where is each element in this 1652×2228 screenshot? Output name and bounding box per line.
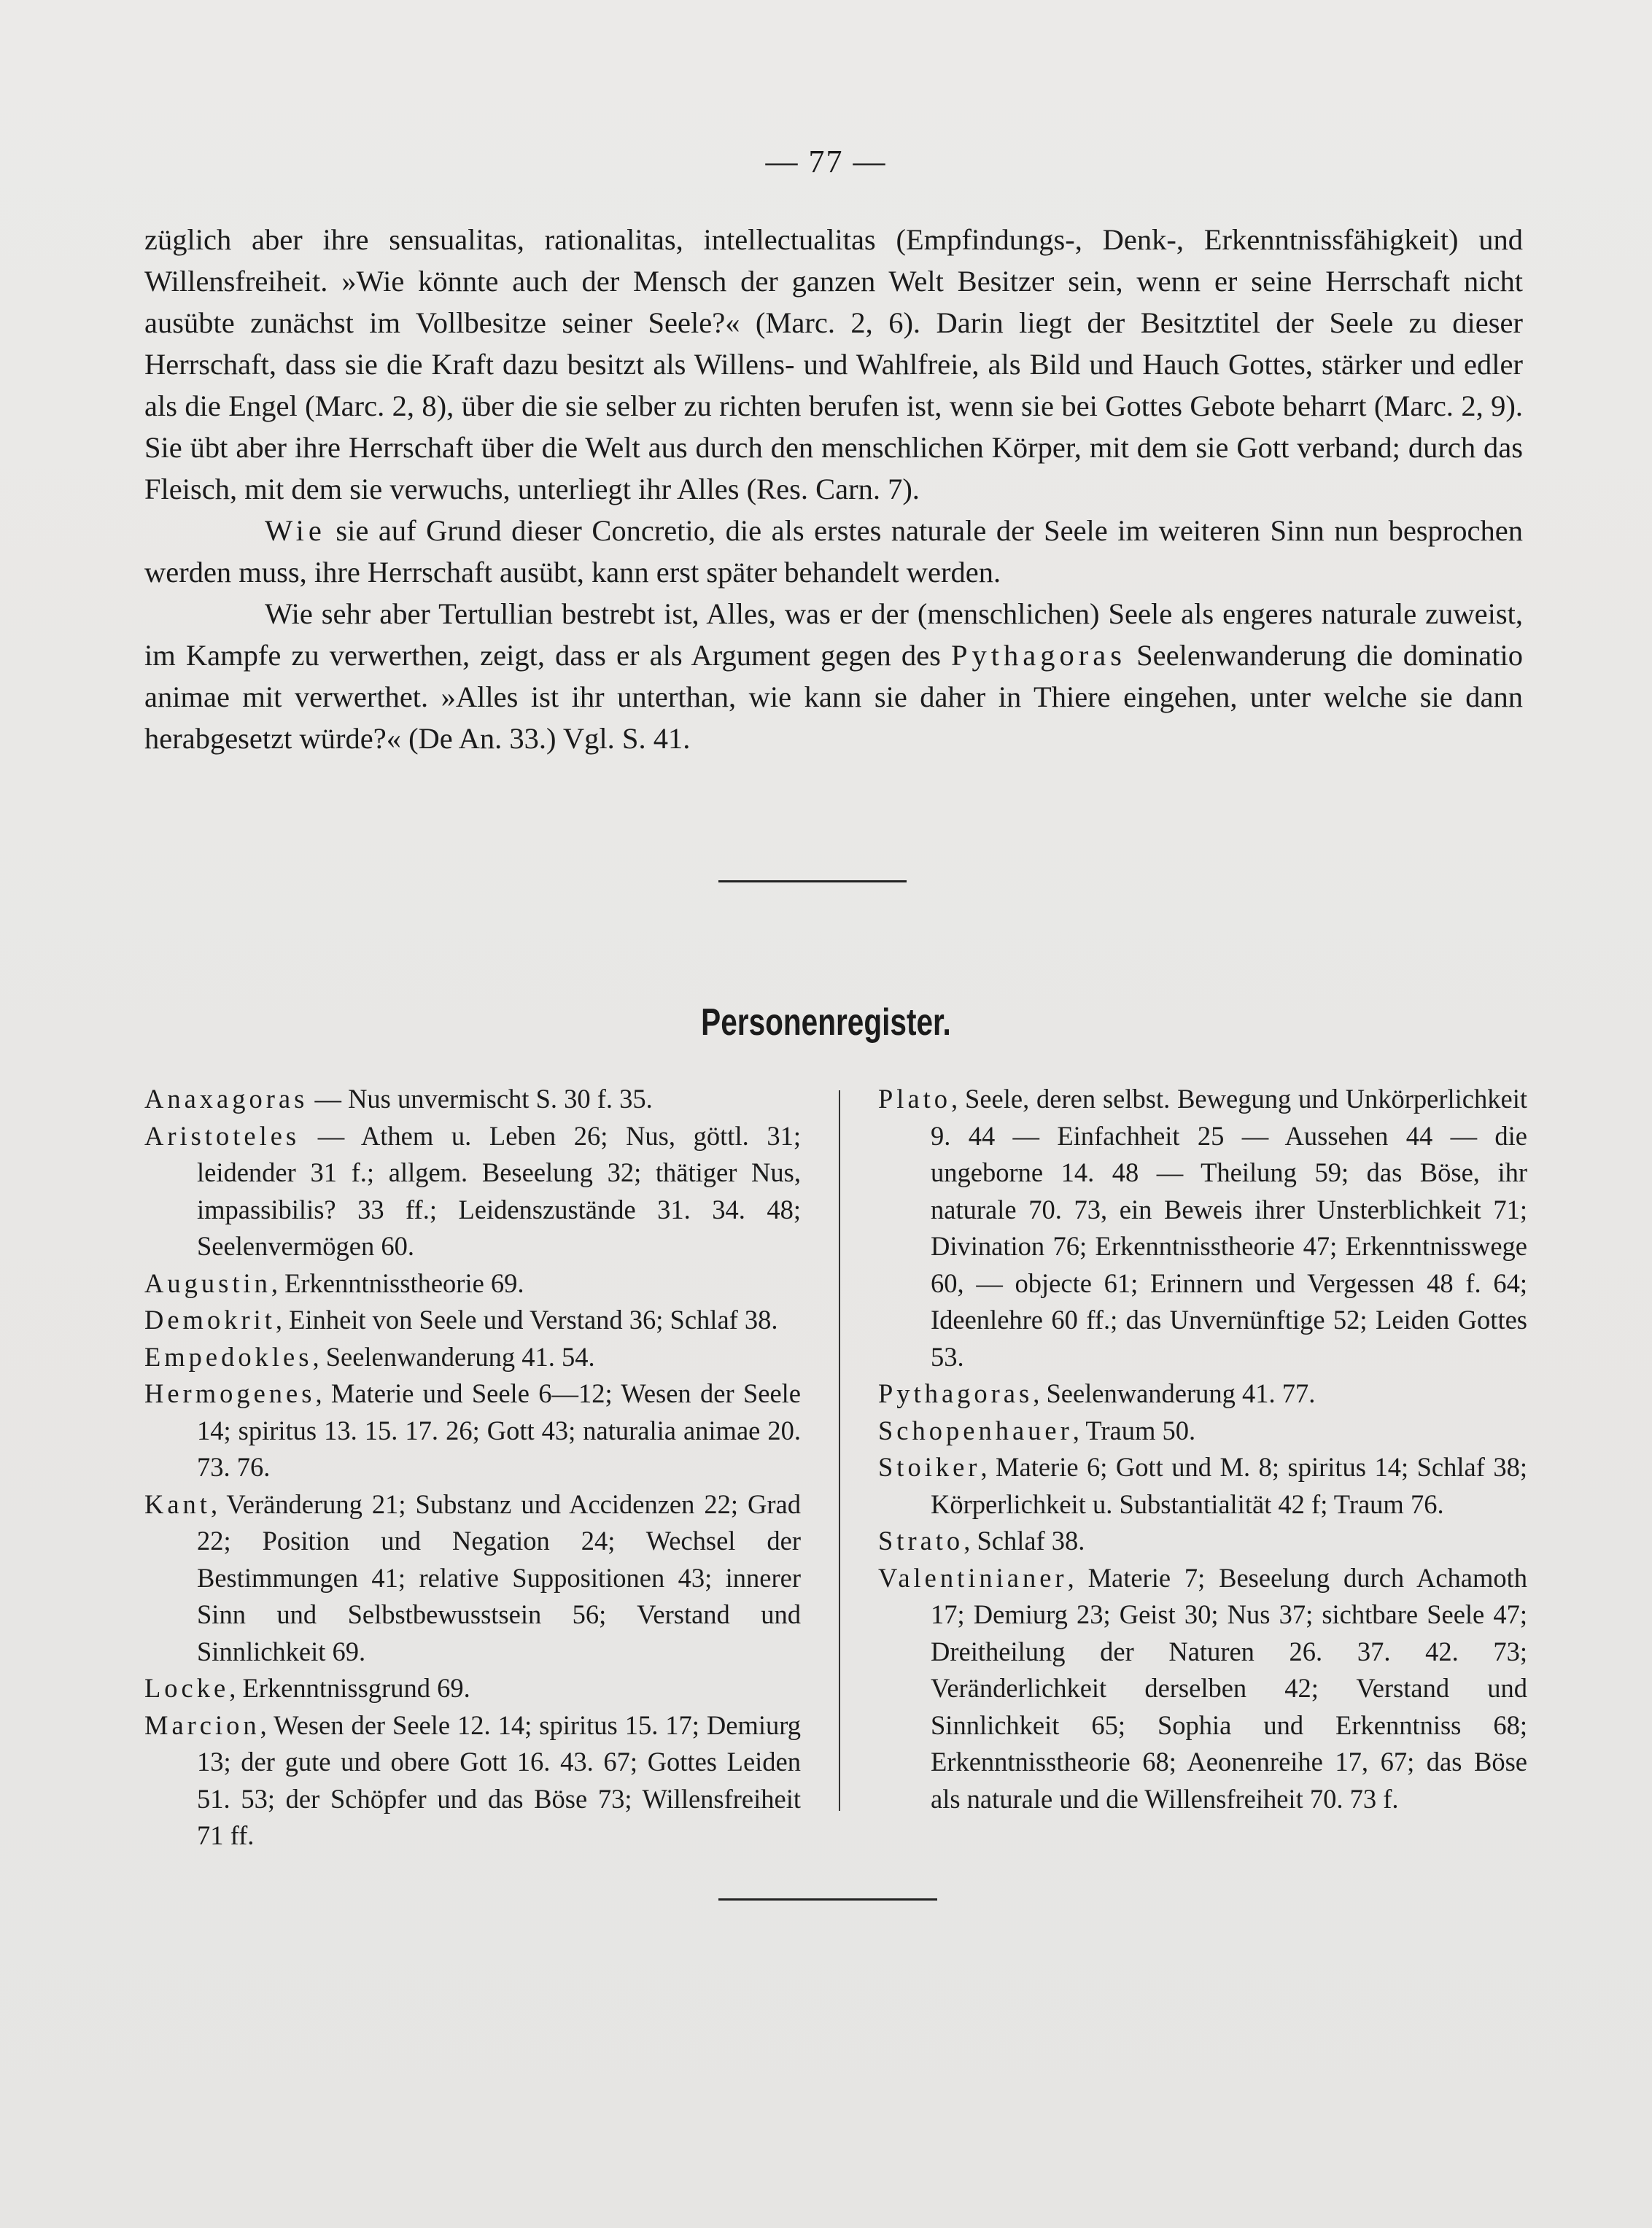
register-entry: [144, 1486, 801, 1671]
entry-text: , Materie und Seele 6—12; Wesen der Seele 14; spiritus 13. 15. 17. 26; Gott 43; naturalia animae 20. 73. 76.: [197, 1378, 801, 1482]
register-entry: [144, 1339, 801, 1376]
entry-text: , Seelenwanderung 41. 77.: [1033, 1378, 1316, 1408]
section-divider-rule: [718, 880, 907, 882]
register-entry: [144, 1118, 801, 1265]
entry-name: Demokrit: [144, 1305, 276, 1335]
entry-text: , Erkenntnissgrund 69.: [229, 1673, 470, 1703]
entry-name: Kant: [144, 1488, 211, 1519]
closing-rule: [718, 1898, 937, 1901]
entry-name: Valentinianer: [878, 1562, 1068, 1593]
entry-text: , Traum 50.: [1072, 1415, 1196, 1445]
entry-name: Aristoteles: [144, 1120, 300, 1151]
register-entry: [144, 1707, 801, 1855]
entry-name: Hermogenes: [144, 1378, 316, 1408]
entry-name: Stoiker: [878, 1452, 981, 1482]
entry-name: Empedokles: [144, 1341, 313, 1372]
entry-name: Plato: [878, 1084, 952, 1114]
entry-text: — Nus unvermischt S. 30 f. 35.: [308, 1084, 653, 1114]
entry-text: , Erkenntnisstheorie 69.: [271, 1268, 524, 1298]
entry-text: , Veränderung 21; Substanz und Accidenzen 22; Grad 22; Position und Negation 24; Wechsel der Bestimmungen 41; relative Suppositionen 43; innerer Sinn und Selbstbewusstsein 56; Verstand und Sinnlichkeit 69.: [197, 1488, 801, 1666]
entry-text: , Wesen der Seele 12. 14; spiritus 15. 17; Demiurg 13; der gute und obere Gott 16. 43. 67; Gottes Leiden 51. 53; der Schöpfer und das Böse 73; Willensfreiheit 71 ff.: [197, 1709, 801, 1850]
body-text: [144, 219, 1523, 759]
register-entry: [144, 1302, 801, 1339]
page-number: — 77 —: [765, 144, 887, 179]
paragraph-1: züglich aber ihre sensualitas, rationalitas, intellectualitas (Empfindungs-, Denk-, Erkenntnissfähigkeit) und Willensfreiheit. »Wie könnte auch der Mensch der ganzen Welt Besitzer sein, wenn er seine Herrschaft nicht ausübte zunächst im Vollbesitze seiner Seele?« (Marc. 2, 6). Darin liegt der Besitztitel der Seele zu dieser Herrschaft, dass sie die Kraft dazu besitzt als Willens- und Wahlfreie, als Bild und Hauch Gottes, stärker und edler als die Engel (Marc. 2, 8), über die sie selber zu richten berufen ist, wenn sie bei Gottes Gebote beharrt (Marc. 2, 9). Sie übt aber ihre Herrschaft über die Welt aus durch den menschlichen Körper, mit dem sie Gott verband; durch das Fleisch, mit dem sie verwuchs, unterliegt ihr Alles (Res. Carn. 7).: [144, 223, 1523, 505]
column-divider: [839, 1090, 840, 1811]
register-entry: [144, 1670, 801, 1707]
entry-text: , Seelenwanderung 41. 54.: [312, 1341, 595, 1372]
register-entry: [878, 1081, 1527, 1375]
register-entry: [878, 1449, 1527, 1523]
entry-text: , Einheit von Seele und Verstand 36; Schlaf 38.: [275, 1305, 778, 1335]
entry-name: Schopenhauer: [878, 1415, 1073, 1445]
entry-name: Marcion: [144, 1709, 260, 1740]
entry-text: — Athem u. Leben 26; Nus, göttl. 31; leidender 31 f.; allgem. Beseelung 32; thätiger Nus, impassibilis? 33 ff.; Leidenszustände 31. 34. 48; Seelenvermögen 60.: [197, 1120, 801, 1261]
register-title: Personenregister.: [701, 1001, 951, 1044]
register-entry: [144, 1265, 801, 1303]
paragraph-3: [144, 593, 1523, 759]
register-entry: [144, 1081, 801, 1118]
entry-name: Locke: [144, 1673, 230, 1703]
register-entry: [878, 1375, 1527, 1413]
register-left-column: [144, 1081, 801, 1855]
entry-name: Augustin: [144, 1268, 271, 1298]
entry-name: Pythagoras: [878, 1378, 1034, 1408]
entry-text: , Seele, deren selbst. Bewegung und Unkörperlichkeit 9. 44 — Einfachheit 25 — Aussehen 44 — die ungeborne 14. 48 — Theilung 59; das Böse, ihr naturale 70. 73, ein Beweis ihrer Unsterblichkeit 71; Divination 76; Erkenntnisstheorie 47; Erkenntnisswege 60, — objecte 61; Erinnern und Vergessen 48 f. 64; Ideenlehre 60 ff.; das Unvernünftige 52; Leiden Gottes 53.: [931, 1084, 1527, 1372]
register-entry: [878, 1560, 1527, 1818]
entry-text: , Schlaf 38.: [963, 1526, 1085, 1556]
entry-name: Strato: [878, 1526, 964, 1556]
entry-text: , Materie 7; Beseelung durch Achamoth 17; Demiurg 23; Geist 30; Nus 37; sichtbare Seele 47; Dreitheilung der Naturen 26. 37. 42. 73; Veränderlichkeit derselben 42; Verstand und Sinnlichkeit 65; Sophia und Erkenntniss 68; Erkenntnisstheorie 68; Aeonenreihe 17, 67; das Böse als naturale und die Willensfreiheit 70. 73 f.: [931, 1562, 1527, 1814]
register-entry: [878, 1523, 1527, 1560]
paragraph-2-text: sie auf Grund dieser Concretio, die als erstes naturale der Seele im weiteren Sinn nun besprochen werden muss, ihre Herrschaft ausübt, kann erst später behandelt werden.: [144, 514, 1523, 589]
paragraph-2-lead: Wie: [265, 514, 326, 547]
register-right-column: [878, 1081, 1527, 1817]
paragraph-3-text-a: Wie sehr aber Tertullian bestrebt ist, Alles, was er der (menschlichen) Seele als engeres naturale zuweist, im Kampfe zu verwerthen, zeigt, dass er als Argument gegen des: [144, 597, 1523, 672]
paragraph-3-spaced-name: Pythagoras: [951, 639, 1127, 672]
paragraph-2: [144, 510, 1523, 593]
entry-text: , Materie 6; Gott und M. 8; spiritus 14; Schlaf 38; Körperlichkeit u. Substantialität 42 f; Traum 76.: [931, 1452, 1527, 1519]
register-entry: [878, 1413, 1527, 1450]
register-entry: [144, 1375, 801, 1486]
entry-name: Anaxagoras: [144, 1084, 309, 1114]
paragraph-3-text-b: Seelenwanderung die dominatio animae mit verwerthet. »Alles ist ihr unterthan, wie kann sie daher in Thiere eingehen, unter welche sie dann herabgesetzt würde?« (De An. 33.) Vgl. S. 41.: [144, 639, 1523, 755]
